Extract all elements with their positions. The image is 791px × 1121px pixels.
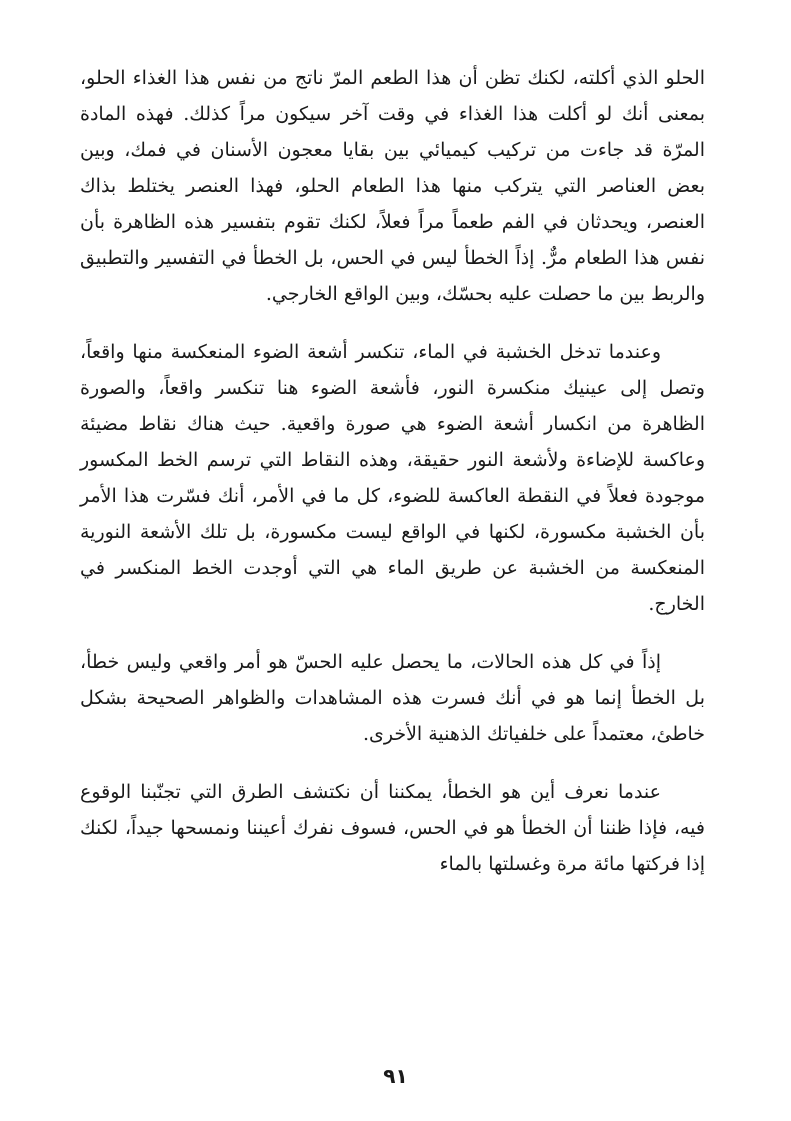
paragraph-1: الحلو الذي أكلته، لكنك تظن أن هذا الطعم المرّ ناتج من نفس هذا الغذاء الحلو، بمعنى أنك لو أكلت هذا الغذاء في وقت آخر سيكون مراً كذلك. فهذه المادة المرّة قد جاءت من تركيب كيميائي بين بقايا معجون الأسنان في فمك، وبين بعض العناصر التي يتركب منها هذا الطعام الحلو، فهذا العنصر يختلط بذاك العنصر، ويحدثان في الفم طعماً مراً فعلاً، لكنك تقوم بتفسير هذه الظاهرة بأن نفس هذا الطعام مرٌّ. إذاً الخطأ ليس في الحس، بل الخطأ في التفسير والتطبيق والربط بين ما حصلت عليه بحسّك، وبين الواقع الخارجي. [80, 67, 705, 305]
paragraph-4: عندما نعرف أين هو الخطأ، يمكننا أن نكتشف الطرق التي تجنّبنا الوقوع فيه، فإذا ظننا أن الخطأ هو في الحس، فسوف نفرك أعيننا ونمسحها جيداً، لكنك إذا فركتها مائة مرة وغسلتها بالماء [80, 781, 705, 875]
page-number: ٩١ [383, 1064, 408, 1088]
body-text [80, 60, 705, 904]
paragraph-2: وعندما تدخل الخشبة في الماء، تنكسر أشعة الضوء المنعكسة منها واقعاً، وتصل إلى عينيك منكسرة النور، فأشعة الضوء هنا تنكسر واقعاً، والصورة الظاهرة من انكسار أشعة الضوء هي صورة واقعية. حيث هناك نقاط مضيئة وعاكسة للإضاءة ولأشعة النور حقيقة، وهذه النقاط التي ترسم الخط المكسور موجودة فعلاً في النقطة العاكسة للضوء، كل ما في الأمر، أنك فسّرت هذا الأمر بأن الخشبة مكسورة، لكنها في الواقع ليست مكسورة، بل تلك الأشعة النورية المنعكسة من الخشبة عن طريق الماء هي التي أوجدت الخط المنكسر في الخارج. [80, 341, 705, 615]
paragraph-3: إذاً في كل هذه الحالات، ما يحصل عليه الحسّ هو أمر واقعي وليس خطأ، بل الخطأ إنما هو في أنك فسرت هذه المشاهدات والظواهر الصحيحة بشكل خاطئ، معتمداً على خلفياتك الذهنية الأخرى. [80, 651, 705, 745]
